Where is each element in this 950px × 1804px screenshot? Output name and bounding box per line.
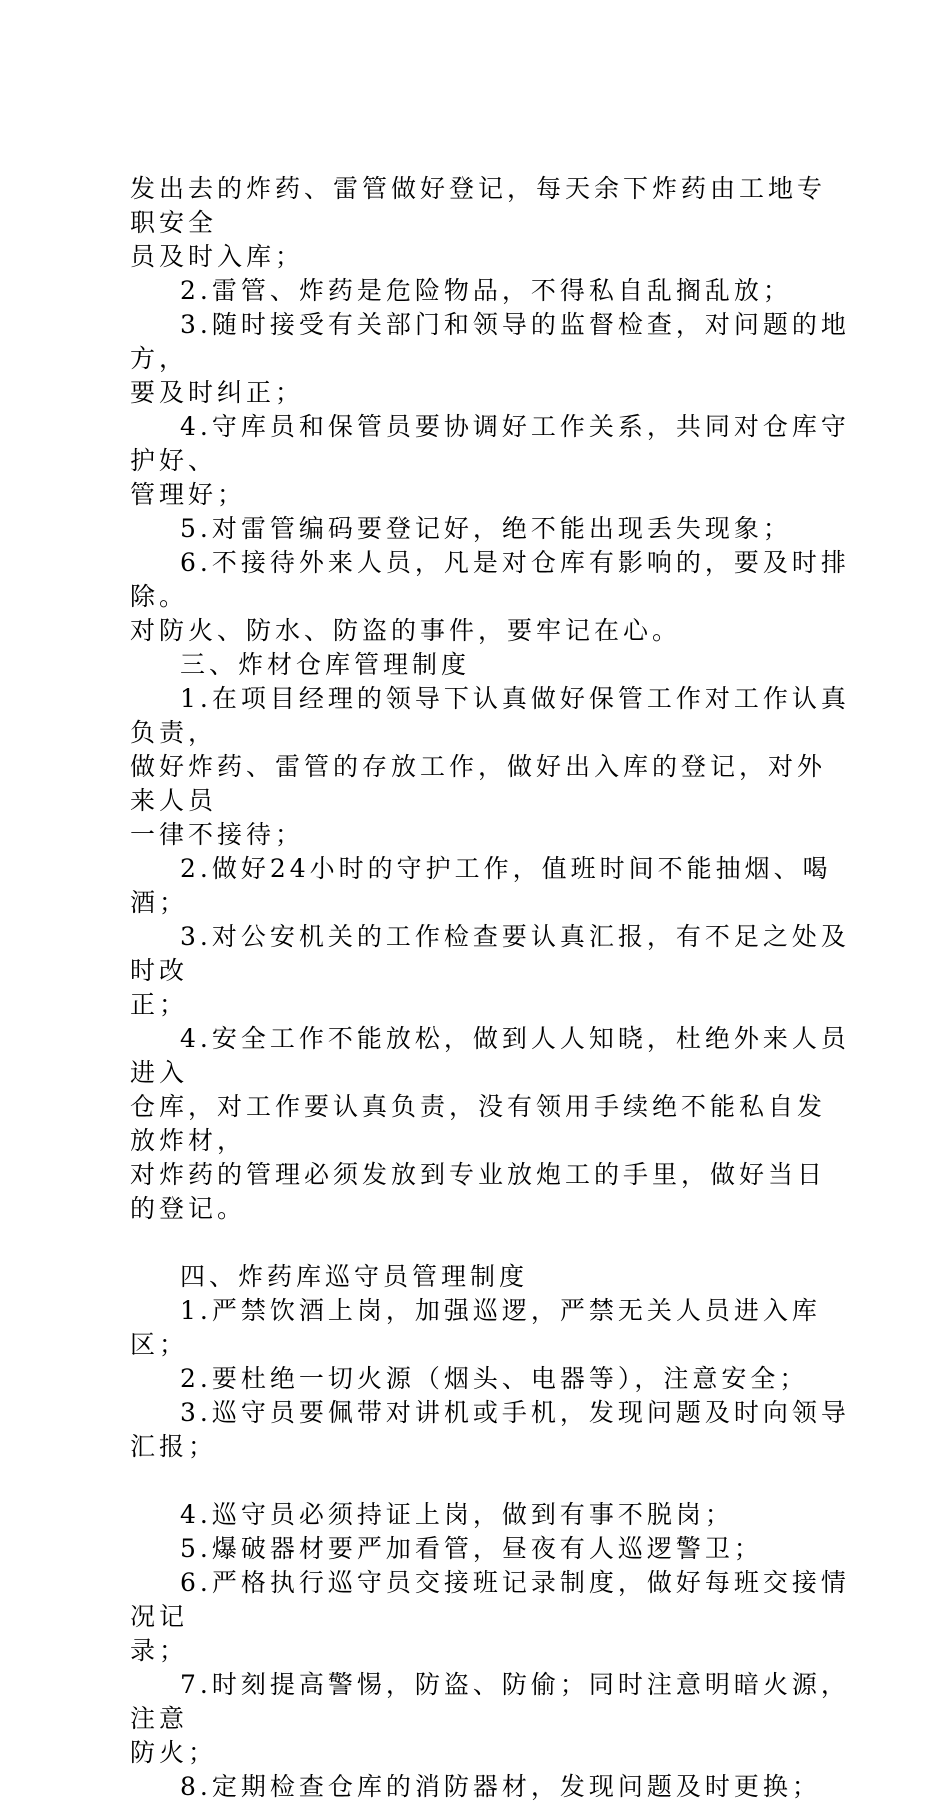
text-line: 一律不接待； bbox=[130, 820, 305, 849]
text-line: 对炸药的管理必须发放到专业放炮工的手里，做好当日的登记。 bbox=[130, 1160, 827, 1223]
paragraph bbox=[130, 648, 850, 682]
text-line: 3.对公安机关的工作检查要认真汇报，有不足之处及时改 bbox=[130, 922, 850, 985]
text-line: 录； bbox=[130, 1636, 189, 1665]
paragraph bbox=[130, 1362, 850, 1396]
text-line: 要及时纠正； bbox=[130, 378, 305, 407]
text-line: 3.巡守员要佩带对讲机或手机，发现问题及时向领导汇报； bbox=[130, 1398, 850, 1461]
text-line: 发出去的炸药、雷管做好登记，每天余下炸药由工地专职安全 bbox=[130, 174, 827, 237]
document-body bbox=[130, 172, 850, 1804]
paragraph bbox=[130, 546, 850, 648]
paragraph bbox=[130, 172, 850, 274]
text-line: 5.对雷管编码要登记好，绝不能出现丢失现象； bbox=[180, 514, 792, 543]
paragraph bbox=[130, 1770, 850, 1804]
text-line: 2.做好24小时的守护工作，值班时间不能抽烟、喝酒； bbox=[130, 854, 832, 917]
text-line: 员及时入库； bbox=[130, 242, 305, 271]
text-line: 正； bbox=[130, 990, 189, 1019]
paragraph bbox=[130, 512, 850, 546]
text-line: 做好炸药、雷管的存放工作，做好出入库的登记，对外来人员 bbox=[130, 752, 827, 815]
paragraph bbox=[130, 274, 850, 308]
paragraph bbox=[130, 920, 850, 1022]
text-line: 2.雷管、炸药是危险物品，不得私自乱搁乱放； bbox=[180, 276, 792, 305]
blank-line bbox=[130, 1464, 850, 1498]
text-line: 四、炸药库巡守员管理制度 bbox=[180, 1262, 529, 1291]
text-line: 7.时刻提高警惕，防盗、防偷；同时注意明暗火源，注意 bbox=[130, 1670, 850, 1733]
paragraph bbox=[130, 1396, 850, 1464]
paragraph bbox=[130, 1022, 850, 1226]
text-line: 4.巡守员必须持证上岗，做到有事不脱岗； bbox=[180, 1500, 734, 1529]
paragraph bbox=[130, 682, 850, 852]
paragraph bbox=[130, 1260, 850, 1294]
text-line: 4.安全工作不能放松，做到人人知晓，杜绝外来人员进入 bbox=[130, 1024, 850, 1087]
text-line: 防火； bbox=[130, 1738, 218, 1767]
blank-line bbox=[130, 1226, 850, 1260]
paragraph bbox=[130, 410, 850, 512]
text-line: 管理好； bbox=[130, 480, 247, 509]
text-line: 4.守库员和保管员要协调好工作关系，共同对仓库守护好、 bbox=[130, 412, 850, 475]
text-line: 三、炸材仓库管理制度 bbox=[180, 650, 471, 679]
paragraph bbox=[130, 1532, 850, 1566]
paragraph bbox=[130, 1294, 850, 1362]
text-line: 1.在项目经理的领导下认真做好保管工作对工作认真负责， bbox=[130, 684, 850, 747]
text-line: 8.定期检查仓库的消防器材，发现问题及时更换； bbox=[180, 1772, 821, 1801]
paragraph bbox=[130, 1498, 850, 1532]
text-line: 2.要杜绝一切火源（烟头、电器等），注意安全； bbox=[180, 1364, 809, 1393]
text-line: 6.不接待外来人员，凡是对仓库有影响的，要及时排除。 bbox=[130, 548, 850, 611]
paragraph bbox=[130, 852, 850, 920]
text-line: 对防火、防水、防盗的事件，要牢记在心。 bbox=[130, 616, 682, 645]
paragraph bbox=[130, 308, 850, 410]
paragraph bbox=[130, 1668, 850, 1770]
text-line: 仓库，对工作要认真负责，没有领用手续绝不能私自发放炸材， bbox=[130, 1092, 827, 1155]
text-line: 1.严禁饮酒上岗，加强巡逻，严禁无关人员进入库区； bbox=[130, 1296, 821, 1359]
text-line: 5.爆破器材要严加看管，昼夜有人巡逻警卫； bbox=[180, 1534, 763, 1563]
text-line: 6.严格执行巡守员交接班记录制度，做好每班交接情况记 bbox=[130, 1568, 850, 1631]
paragraph bbox=[130, 1566, 850, 1668]
text-line: 3.随时接受有关部门和领导的监督检查，对问题的地方， bbox=[130, 310, 850, 373]
